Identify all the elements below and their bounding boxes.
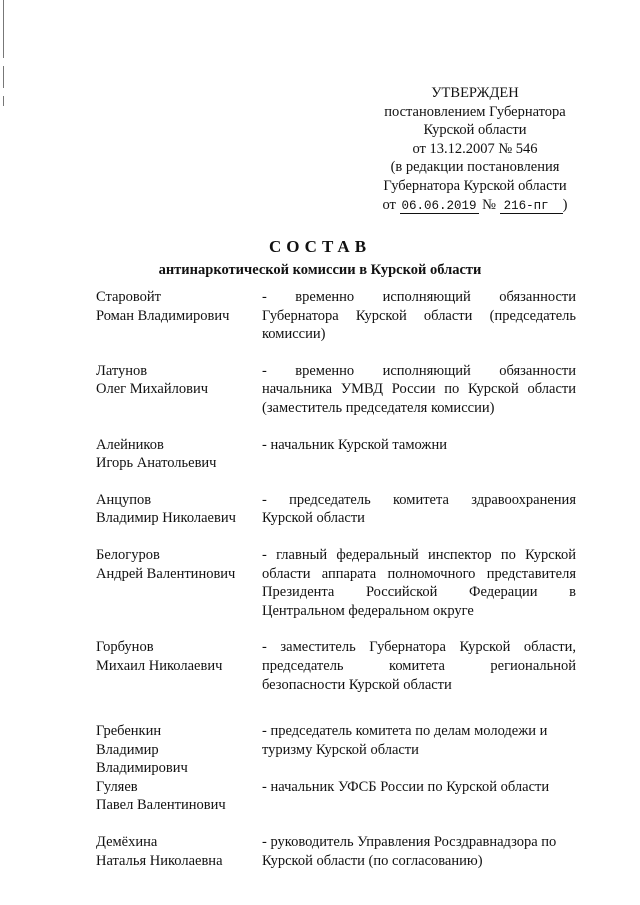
member-name-line: Игорь Анатольевич — [96, 455, 217, 472]
member-role-line: - заместитель Губернатора Курской области, — [262, 639, 576, 656]
member-name — [96, 722, 262, 778]
member-role-line: комиссии) — [262, 326, 326, 343]
member-name-line: Владимирович — [96, 760, 188, 777]
member-role — [262, 288, 576, 344]
member-role-line: - председатель комитета здравоохранения — [262, 491, 576, 508]
member-role-line: (заместитель председателя комиссии) — [262, 399, 495, 416]
member-name — [96, 833, 262, 870]
member-row — [96, 491, 576, 528]
member-name-line: Гуляев — [96, 778, 138, 795]
member-role — [262, 491, 576, 528]
member-role-line: - временно исполняющий обязанности — [262, 362, 576, 379]
approval-line: (в редакции постановления — [390, 159, 560, 176]
scan-edge-mark — [3, 66, 4, 88]
member-role-line: Губернатора Курской области (председатель — [262, 307, 576, 324]
member-row — [96, 722, 576, 778]
member-role — [262, 778, 576, 815]
approval-prefix: от — [382, 196, 396, 213]
members-list — [96, 288, 576, 870]
member-name-line: Наталья Николаевна — [96, 852, 223, 869]
member-name — [96, 362, 262, 418]
member-name-line: Горбунов — [96, 639, 154, 656]
member-role-line: председатель комитета региональной — [262, 657, 576, 674]
member-name — [96, 546, 262, 620]
member-role-line: - временно исполняющий обязанности — [262, 289, 576, 305]
member-role-line: туризму Курской области — [262, 741, 419, 758]
member-name-line: Владимир Николаевич — [96, 510, 236, 527]
member-name-line: Андрей Валентинович — [96, 565, 236, 582]
member-name-line: Латунов — [96, 362, 148, 379]
member-name-line: Демёхина — [96, 834, 158, 851]
member-role — [262, 546, 576, 620]
member-row — [96, 362, 576, 418]
member-role — [262, 362, 576, 418]
member-role-line: Президента Российской Федерации в — [262, 584, 576, 601]
title-sub: антинаркотической комиссии в Курской области — [158, 262, 482, 278]
approval-line: УТВЕРЖДЕН — [431, 85, 519, 101]
member-name-line: Анцупов — [96, 491, 152, 508]
member-role — [262, 436, 576, 473]
member-role — [262, 833, 576, 870]
member-role-line: безопасности Курской области — [262, 676, 452, 693]
member-name-line: Олег Михайлович — [96, 381, 209, 398]
approval-number-sign: № — [482, 196, 497, 213]
approval-date: 06.06.2019 — [401, 198, 477, 213]
member-role — [262, 722, 576, 778]
approval-suffix: ) — [562, 196, 568, 213]
member-role — [262, 638, 576, 694]
member-name-line: Роман Владимирович — [96, 307, 230, 324]
member-name-line: Белогуров — [96, 546, 160, 563]
member-row — [96, 778, 576, 815]
member-name-line: Владимир — [96, 741, 159, 758]
member-name — [96, 436, 262, 473]
title-main: СОСТАВ — [268, 237, 372, 256]
member-name-line: Гребенкин — [96, 723, 162, 740]
member-role-line: Курской области (по согласованию) — [262, 852, 483, 869]
member-role-line: - начальник УФСБ России по Курской области — [262, 778, 550, 795]
member-name — [96, 778, 262, 815]
document-title — [0, 236, 640, 280]
member-row — [96, 833, 576, 870]
member-name — [96, 288, 262, 344]
approval-stamp — [366, 84, 584, 215]
member-role-line: - начальник Курской таможни — [262, 436, 447, 453]
approval-line: от 13.12.2007 № 546 — [412, 140, 538, 157]
approval-number: 216-пг — [500, 199, 563, 214]
member-row — [96, 546, 576, 620]
approval-line: постановлением Губернатора — [384, 103, 566, 120]
approval-line: Губернатора Курской области — [383, 177, 567, 194]
member-name-line: Павел Валентинович — [96, 797, 226, 814]
approval-date-line — [366, 196, 584, 216]
member-name-line: Алейников — [96, 436, 164, 453]
approval-line: Курской области — [423, 122, 527, 139]
member-name — [96, 491, 262, 528]
member-row — [96, 638, 576, 694]
member-name-line: Старовойт — [96, 289, 162, 305]
member-role-line: области аппарата полномочного представителя — [262, 565, 576, 582]
member-row — [96, 436, 576, 473]
member-name-line: Михаил Николаевич — [96, 657, 223, 674]
member-role-line: - главный федеральный инспектор по Курской — [262, 546, 576, 563]
member-row — [96, 288, 576, 344]
scan-edge-mark — [3, 0, 4, 58]
member-role-line: Курской области — [262, 510, 365, 527]
scan-edge-mark — [3, 96, 4, 106]
member-role-line: начальника УМВД России по Курской области — [262, 381, 576, 398]
member-role-line: - руководитель Управления Росздравнадзора по — [262, 834, 557, 851]
member-name — [96, 638, 262, 694]
member-role-line: Центральном федеральном округе — [262, 602, 474, 619]
member-role-line: - председатель комитета по делам молодежи и — [262, 723, 548, 740]
